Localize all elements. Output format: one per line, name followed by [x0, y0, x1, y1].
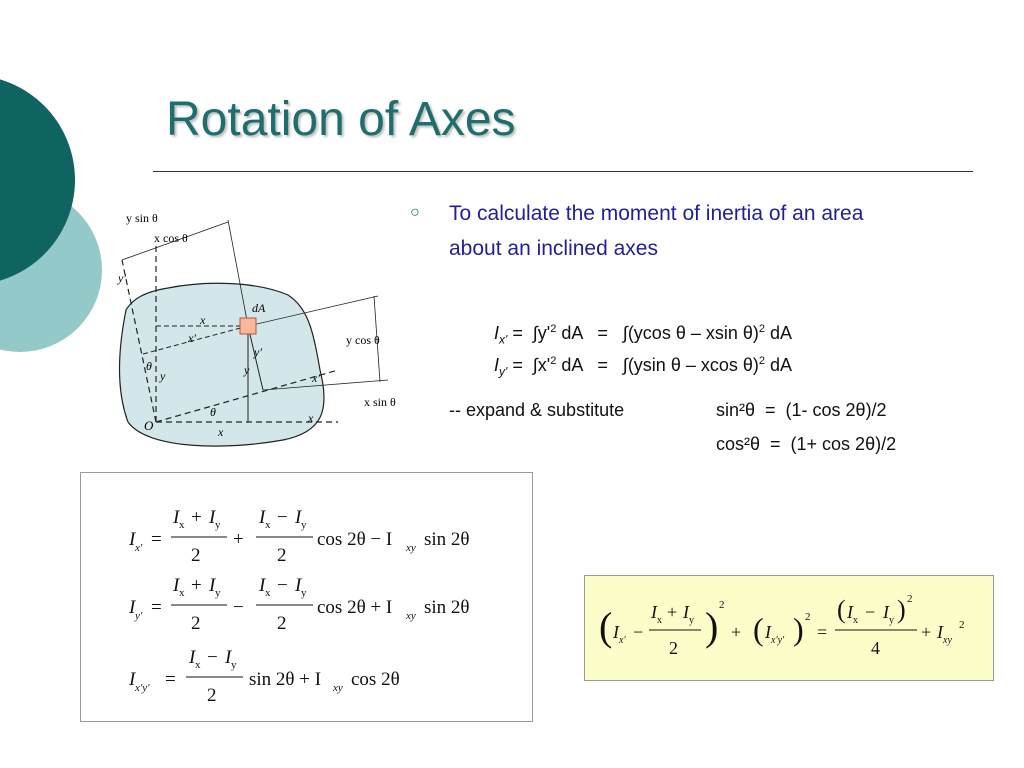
svg-text:sin 2θ: sin 2θ [424, 529, 470, 550]
svg-text:cos 2θ − I: cos 2θ − I [317, 529, 393, 550]
svg-text:+: + [191, 507, 202, 528]
svg-text:I: I [613, 622, 619, 642]
svg-text:x: x [218, 425, 224, 439]
sin-identity: sin²θ = (1- cos 2θ)/2 [716, 400, 887, 420]
svg-text:xy: xy [943, 635, 952, 646]
svg-text:(: ( [837, 595, 846, 624]
bullet-text [449, 196, 1009, 266]
svg-text:x: x [308, 411, 314, 425]
svg-text:x': x' [135, 542, 143, 554]
svg-text:I: I [189, 647, 196, 668]
svg-text:−: − [277, 575, 288, 596]
svg-text:y: y [889, 615, 894, 626]
bullet-line-2: about an inclined axes [449, 237, 658, 260]
svg-text:y: y [160, 369, 166, 383]
svg-text:2: 2 [719, 599, 725, 611]
svg-text:I: I [937, 622, 943, 642]
transformation-equations [81, 473, 532, 721]
svg-text:(: ( [753, 611, 764, 647]
svg-text:x: x [179, 587, 185, 599]
svg-text:): ) [705, 604, 719, 649]
svg-text:I: I [295, 575, 302, 596]
rotation-diagram [108, 200, 408, 460]
svg-text:−: − [207, 647, 218, 668]
page-title: Rotation of Axes [166, 93, 516, 146]
svg-text:2: 2 [191, 545, 201, 566]
svg-text:x'y': x'y' [135, 682, 150, 694]
svg-text:y': y' [135, 610, 143, 622]
svg-text:x: x [179, 519, 185, 531]
svg-text:x'y': x'y' [771, 635, 785, 646]
svg-text:x: x [195, 659, 201, 671]
svg-text:O: O [144, 418, 154, 433]
svg-text:y: y [231, 659, 237, 671]
svg-text:+: + [667, 602, 678, 622]
svg-text:=: = [165, 669, 176, 690]
svg-text:I: I [225, 647, 232, 668]
svg-text:cos 2θ + I: cos 2θ + I [317, 597, 393, 618]
svg-text:I: I [847, 602, 853, 622]
svg-text:I: I [173, 575, 180, 596]
svg-text:x: x [265, 587, 271, 599]
svg-text:cos 2θ: cos 2θ [351, 669, 400, 690]
svg-text:I: I [765, 622, 771, 642]
svg-text:sin 2θ: sin 2θ [424, 597, 470, 618]
bullet-line-1: To calculate the moment of inertia of an area [449, 202, 864, 225]
transformation-equations-box [80, 472, 533, 722]
svg-text:I: I [129, 529, 136, 550]
svg-text:2: 2 [277, 545, 287, 566]
mohr-circle-equation-box [584, 575, 994, 681]
svg-text:I: I [129, 597, 136, 618]
svg-text:y: y [689, 615, 694, 626]
svg-text:y′: y′ [254, 345, 262, 359]
svg-text:x: x [265, 519, 271, 531]
svg-text:I: I [651, 602, 657, 622]
svg-text:x cos θ: x cos θ [154, 231, 188, 245]
cos-identity: cos²θ = (1+ cos 2θ)/2 [716, 434, 897, 454]
svg-text:I: I [295, 507, 302, 528]
svg-text:x′: x′ [312, 371, 320, 385]
svg-text:2: 2 [669, 638, 678, 658]
svg-text:=: = [151, 529, 162, 550]
svg-text:(: ( [599, 604, 613, 649]
svg-text:=: = [151, 597, 162, 618]
svg-text:I: I [259, 507, 266, 528]
svg-text:x: x [853, 615, 858, 626]
svg-text:+: + [191, 575, 202, 596]
iy-integral-equation: $I_{y'} = \int x'^2$ dA = ∫(ysin θ – xcos θ)$^2$ dA [494, 355, 793, 379]
bullet-circle-icon: ○ [410, 204, 420, 221]
svg-text:I: I [209, 507, 216, 528]
dA-element [240, 318, 256, 334]
svg-text:I: I [683, 602, 689, 622]
svg-text:−: − [233, 597, 244, 618]
svg-text:+: + [731, 622, 742, 642]
svg-text:+: + [233, 529, 244, 550]
svg-text:x sin θ: x sin θ [364, 395, 396, 409]
svg-text:4: 4 [871, 638, 880, 658]
svg-text:θ: θ [146, 359, 152, 373]
svg-text:I: I [129, 669, 136, 690]
svg-text:y cos θ: y cos θ [346, 333, 380, 347]
svg-text:−: − [865, 602, 876, 622]
svg-text:x: x [200, 313, 206, 327]
svg-text:2: 2 [191, 613, 201, 634]
mohr-circle-equation [585, 576, 993, 680]
svg-text:2: 2 [907, 593, 913, 605]
svg-text:x': x' [619, 635, 626, 646]
svg-text:x′: x′ [188, 331, 196, 345]
svg-text:dA: dA [252, 301, 266, 315]
svg-text:−: − [277, 507, 288, 528]
svg-text:2: 2 [207, 685, 217, 706]
svg-text:y: y [244, 363, 250, 377]
svg-text:y sin θ: y sin θ [126, 211, 158, 225]
svg-text:): ) [897, 595, 906, 624]
title-divider [153, 171, 973, 172]
svg-text:y: y [215, 519, 221, 531]
svg-text:I: I [259, 575, 266, 596]
ix-integral-equation: $I_{x'} = \int y'^2$ dA = ∫(ycos θ – xsin θ)$^2$ dA [494, 323, 793, 347]
svg-text:xy: xy [333, 682, 343, 694]
expand-label: -- expand & substitute [449, 400, 625, 420]
svg-text:I: I [883, 602, 889, 622]
svg-text:−: − [633, 622, 644, 642]
svg-text:+: + [921, 622, 932, 642]
svg-text:y: y [215, 587, 221, 599]
svg-text:xy: xy [406, 610, 416, 622]
svg-text:x: x [657, 615, 662, 626]
svg-text:2: 2 [959, 619, 965, 631]
svg-text:): ) [793, 611, 804, 647]
svg-text:2: 2 [277, 613, 287, 634]
svg-text:y: y [301, 587, 307, 599]
svg-text:I: I [173, 507, 180, 528]
svg-text:y′: y′ [118, 271, 126, 285]
svg-text:y: y [301, 519, 307, 531]
svg-text:sin 2θ + I: sin 2θ + I [249, 669, 322, 690]
svg-text:=: = [817, 622, 828, 642]
svg-text:xy: xy [406, 542, 416, 554]
svg-text:I: I [209, 575, 216, 596]
svg-text:2: 2 [805, 611, 811, 623]
svg-text:θ: θ [210, 405, 216, 419]
